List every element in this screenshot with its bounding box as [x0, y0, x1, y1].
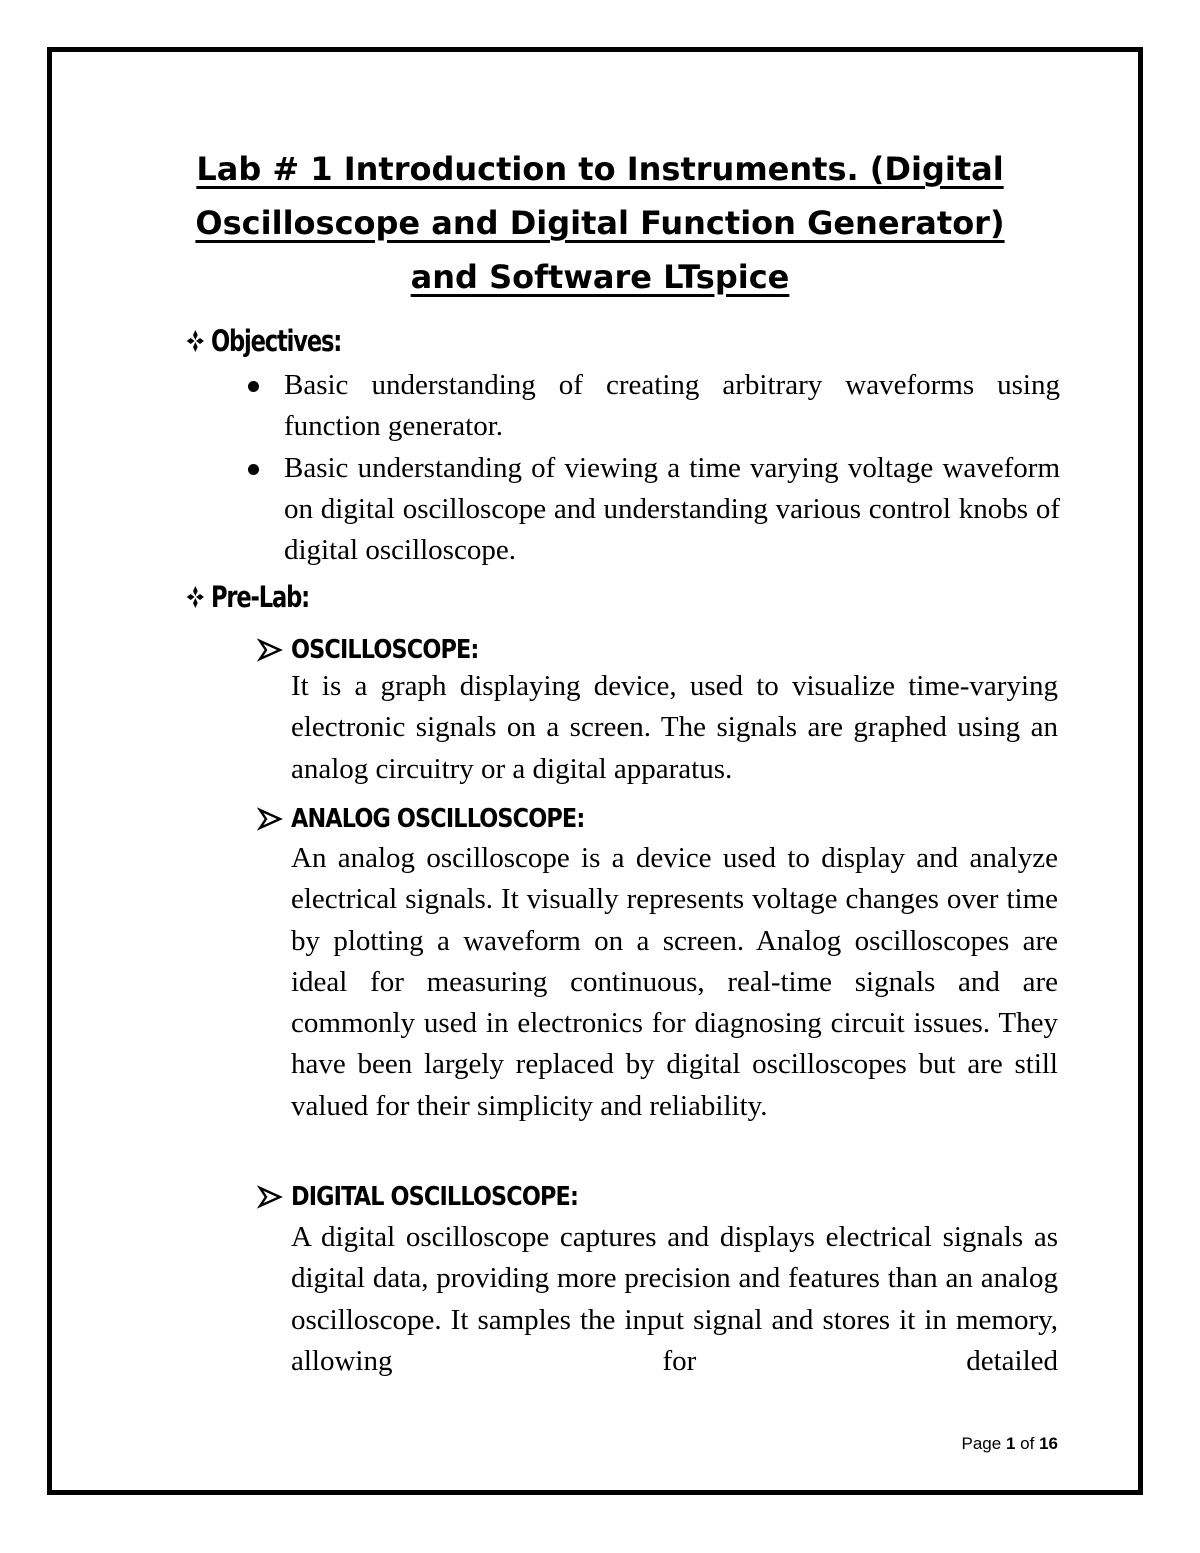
objectives-list — [244, 365, 1060, 572]
objective-text: Basic understanding of creating arbitrary waveforms using function generator. — [284, 369, 1060, 442]
list-item — [244, 448, 1060, 571]
digital-oscilloscope-heading-label: DIGITAL OSCILLOSCOPE: — [291, 1182, 579, 1212]
digital-oscilloscope-paragraph: A digital oscilloscope captures and displays electrical signals as digital data, providing more precision and features than an analog oscilloscope. It samples the input signal and stores it in memory, allowing for detailed — [291, 1221, 1058, 1377]
digital-oscilloscope-heading — [257, 1182, 625, 1212]
objective-text: Basic understanding of viewing a time varying voltage waveform on digital oscilloscope and understanding various control knobs of digital oscilloscope. — [284, 452, 1060, 566]
page-label: Page — [961, 1434, 1002, 1453]
diamond-bullet-icon — [186, 585, 205, 609]
prelab-heading-label: Pre-Lab: — [210, 580, 309, 614]
document-title — [150, 142, 1050, 304]
page-number — [962, 1434, 1058, 1454]
arrow-bullet-icon — [257, 1185, 283, 1209]
bullet-dot-icon — [248, 381, 259, 392]
prelab-heading — [186, 580, 309, 614]
objectives-heading — [186, 324, 341, 358]
diamond-bullet-icon — [186, 329, 205, 353]
page-total: 16 — [1039, 1434, 1058, 1453]
oscilloscope-paragraph: It is a graph displaying device, used to visualize time-varying electronic signals on a screen. The signals are graphed using an analog circuitry or a digital apparatus. — [291, 670, 1058, 785]
title-line-2: Oscilloscope and Digital Function Generator) — [195, 204, 1005, 242]
analog-oscilloscope-heading-label: ANALOG OSCILLOSCOPE: — [291, 804, 585, 834]
oscilloscope-heading-label: OSCILLOSCOPE: — [291, 635, 479, 665]
analog-oscilloscope-heading — [257, 804, 632, 834]
oscilloscope-heading — [257, 635, 509, 665]
objectives-heading-label: Objectives: — [210, 324, 342, 358]
title-line-1: Lab # 1 Introduction to Instruments. (Digital — [196, 150, 1004, 188]
title-line-3: and Software LTspice — [410, 258, 790, 296]
bullet-dot-icon — [248, 464, 259, 475]
page-current: 1 — [1005, 1434, 1016, 1453]
page-of: of — [1020, 1434, 1035, 1453]
arrow-bullet-icon — [257, 807, 283, 831]
analog-oscilloscope-paragraph: An analog oscilloscope is a device used to display and analyze electrical signals. It visually represents voltage changes over time by plotting a waveform on a screen. Analog oscilloscopes are ideal for measuring continuous, real-time signals and are commonly used in electronics for diagnosing circuit issues. They have been largely replaced by digital oscilloscopes but are still valued for their simplicity and reliability. — [291, 842, 1058, 1122]
list-item — [244, 365, 1060, 447]
arrow-bullet-icon — [257, 638, 283, 662]
